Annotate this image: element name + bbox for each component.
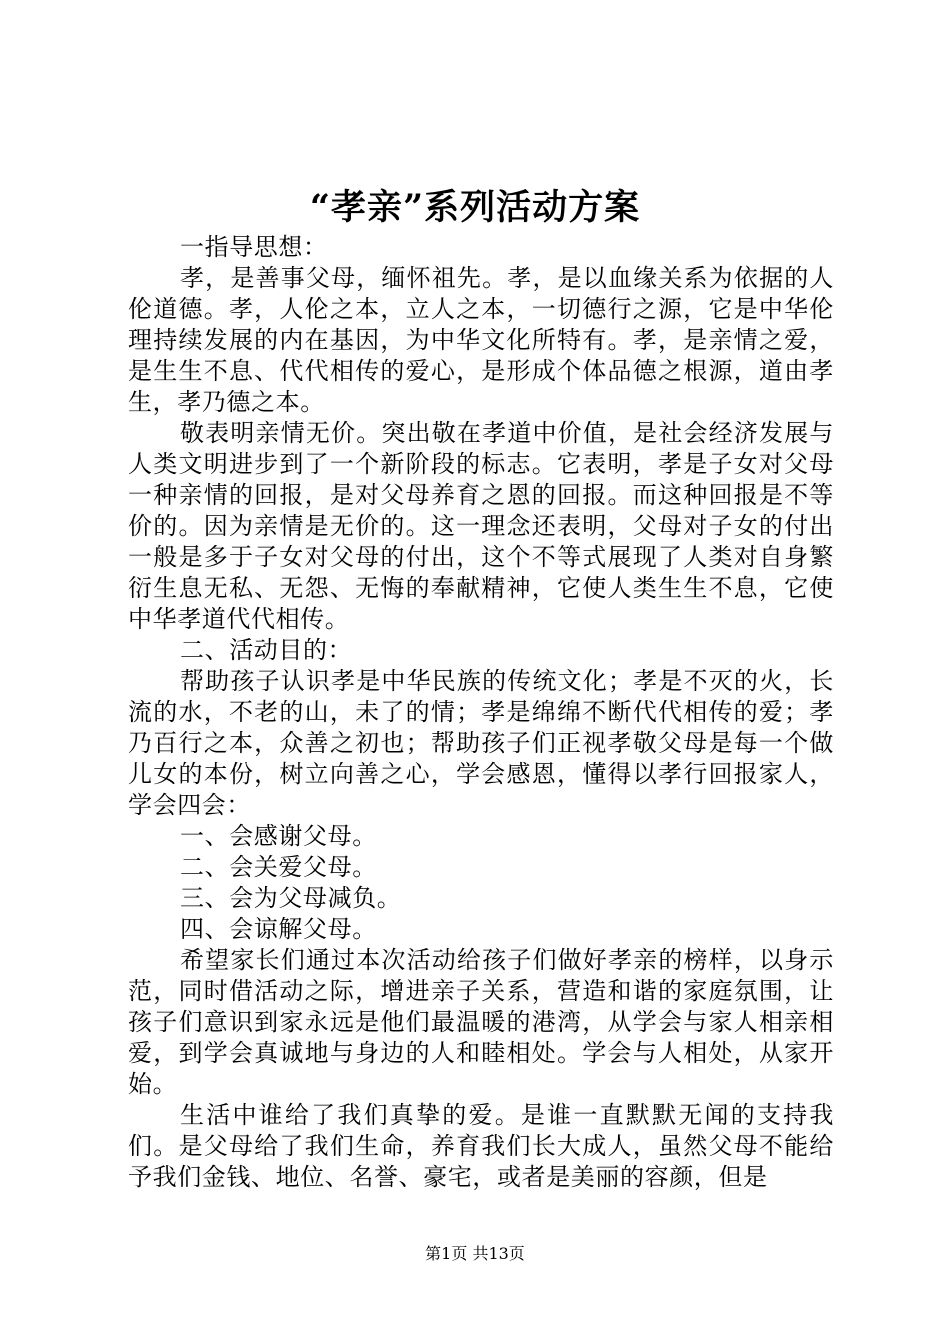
paragraph-help-children: 帮助孩子认识孝是中华民族的传统文化；孝是不灭的火，长流的水，不老的山，未了的情；孝是绵绵不断代代相传的爱；孝乃百行之本，众善之初也；帮助孩子们正视孝敬父母是每一个做儿女的本份，树立向善之心，学会感恩，懂得以孝行回报家人，学会四会： [128,667,834,819]
paragraph-who-gave-love: 生活中谁给了我们真挚的爱。是谁一直默默无闻的支持我们。是父母给了我们生命，养育我们长大成人，虽然父母不能给予我们金钱、地位、名誉、豪宅，或者是美丽的容颜，但是 [128,1101,834,1191]
list-item-understand-parents: 四、会谅解父母。 [180,915,377,943]
paragraph-filial-piety-definition: 孝，是善事父母，缅怀祖先。孝，是以血缘关系为依据的人伦道德。孝，人伦之本，立人之本，一切德行之源，它是中华伦理持续发展的内在基因，为中华文化所特有。孝，是亲情之爱，是生生不息、代代相传的爱心，是形成个体品德之根源，道由孝生，孝乃德之本。 [128,264,834,416]
paragraph-respect-priceless: 敬表明亲情无价。突出敬在孝道中价值，是社会经济发展与人类文明进步到了一个新阶段的标志。它表明，孝是子女对父母一种亲情的回报，是对父母养育之恩的回报。而这种回报是不等价的。因为亲情是无价的。这一理念还表明，父母对子女的付出一般是多于子女对父母的付出，这个不等式展现了人类对自身繁衍生息无私、无怨、无悔的奉献精神，它使人类生生不息，它使中华孝道代代相传。 [128,419,834,633]
section-heading-guiding-ideology: 一指导思想： [180,233,328,261]
paragraph-parents-example: 希望家长们通过本次活动给孩子们做好孝亲的榜样，以身示范，同时借活动之际，增进亲子关系，营造和谐的家庭氛围，让孩子们意识到家永远是他们最温暖的港湾，从学会与家人相亲相爱，到学会真诚地与身边的人和睦相处。学会与人相处，从家开始。 [128,946,834,1098]
document-body [128,232,834,1193]
document-title: “孝亲”系列活动方案 [309,187,641,228]
list-item-relieve-parents: 三、会为父母减负。 [180,884,402,912]
list-item-care-parents: 二、会关爱父母。 [180,853,377,881]
list-item-thank-parents: 一、会感谢父母。 [180,822,377,850]
section-heading-activity-purpose: 二、活动目的： [180,636,353,664]
page-footer: 第1页 共13页 [425,1244,525,1263]
